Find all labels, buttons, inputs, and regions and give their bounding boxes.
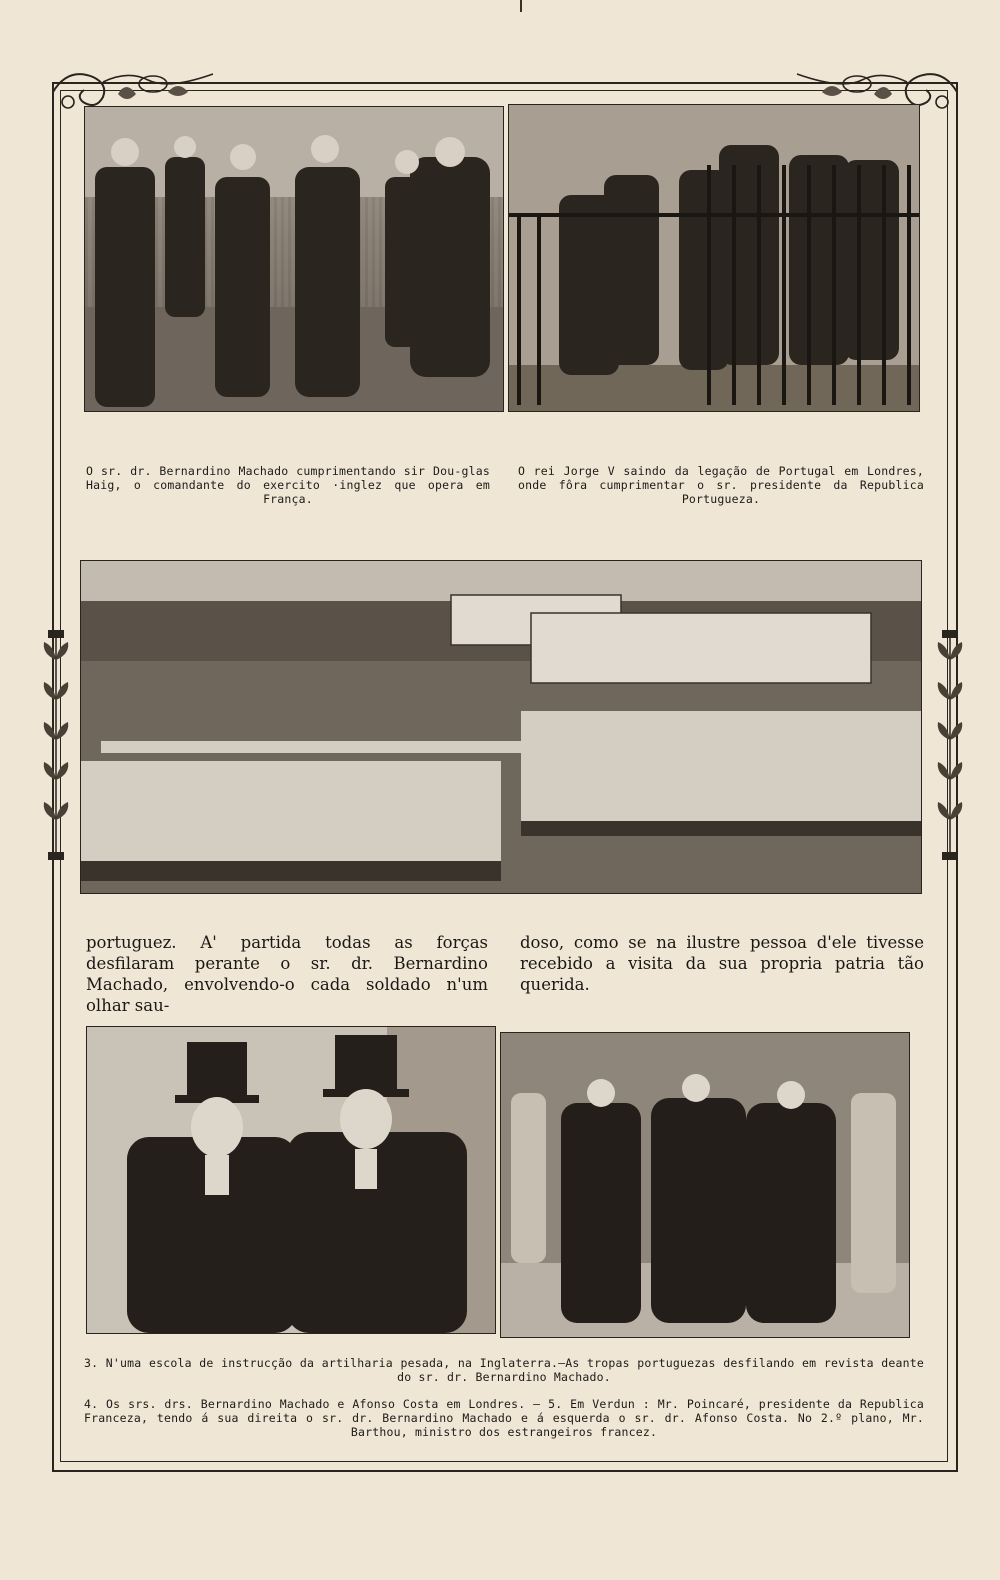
photo-machado-costa-london xyxy=(86,1026,496,1334)
caption-photo-1: O sr. dr. Bernardino Machado cumprimentando sir Dou-glas Haig, o comandante do exercito ·inglez que opera em França. xyxy=(86,464,490,506)
body-column-right: doso, como se na ilustre pessoa d'ele tivesse recebido a visita da sua propria patria tão querida. xyxy=(520,933,924,994)
photo-artillery-parade xyxy=(80,560,922,894)
body-column-left: portuguez. A' partida todas as forças desfilaram perante o sr. dr. Bernardino Machado, envolvendo-o cada soldado n'um olhar sau- xyxy=(86,933,488,1015)
caption-photo-2: O rei Jorge V saindo da legação de Portugal em Londres, onde fôra cumprimentar o sr. presidente da Republica Portugueza. xyxy=(518,464,924,506)
side-ornament-right xyxy=(930,630,970,860)
caption-photos-4-5: 4. Os srs. drs. Bernardino Machado e Afonso Costa em Londres. — 5. Em Verdun : Mr. Poincaré, presidente da Republica Franceza, tendo á sua direita o sr. dr. Bernardino Machado e á esquerda o sr. dr. Afonso Costa. No 2.º plano, Mr. Barthou, ministro dos estrangeiros francez. xyxy=(84,1397,924,1439)
photo-machado-haig xyxy=(84,106,504,412)
page-corner-mark xyxy=(520,0,522,12)
photo-jorge-v-legation xyxy=(508,104,920,412)
side-ornament-left xyxy=(36,630,76,860)
photo-verdun-poincare xyxy=(500,1032,910,1338)
caption-photo-3: 3. N'uma escola de instrucção da artilharia pesada, na Inglaterra.—As tropas portuguezas desfilando em revista deante do sr. dr. Bernardino Machado. xyxy=(84,1356,924,1384)
